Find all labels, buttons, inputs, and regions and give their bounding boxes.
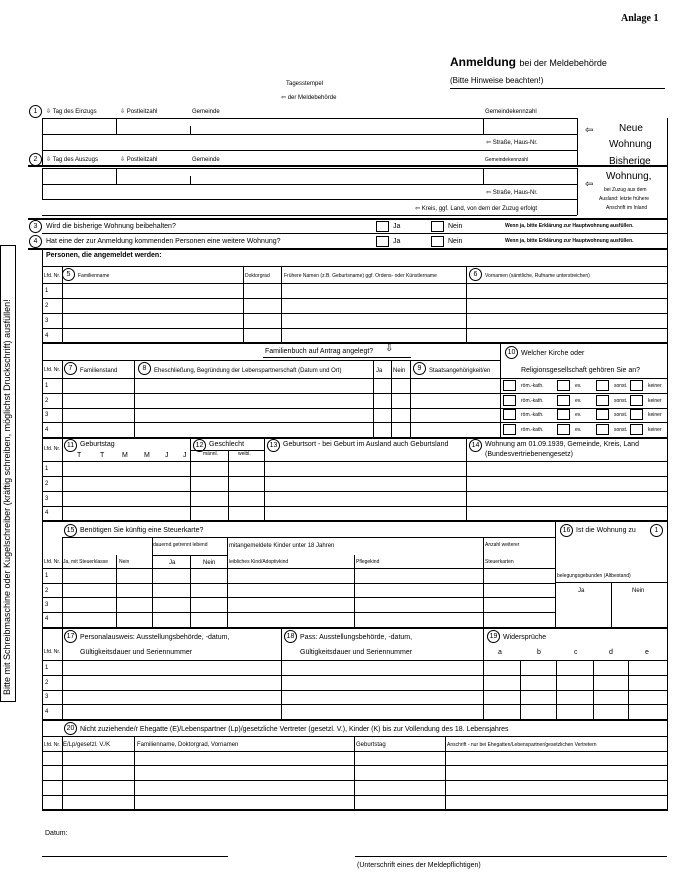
rule	[391, 360, 392, 437]
row-num: 2	[45, 588, 49, 594]
c20-number: 20	[64, 722, 77, 735]
c6-number: 6	[469, 268, 482, 281]
persons-lfd: Lfd. Nr.	[44, 273, 61, 279]
block15-lfd: Lfd. Nr.	[44, 559, 61, 565]
date-letter: T	[100, 452, 105, 459]
rule	[42, 422, 667, 423]
q3: Wird die bisherige Wohnung beibehalten?	[46, 223, 176, 230]
religion-sonst-checkbox[interactable]	[596, 424, 609, 435]
c5-number: 5	[62, 268, 75, 281]
c15-number: 15	[64, 524, 77, 537]
religion-rk-checkbox[interactable]	[503, 395, 516, 406]
letter-d: d	[609, 649, 613, 656]
rule	[264, 437, 265, 520]
q3-nein-checkbox[interactable]	[431, 221, 444, 232]
rule	[42, 150, 577, 151]
rule	[116, 118, 117, 134]
rule	[42, 118, 577, 119]
side-wohnung-2: Wohnung,	[606, 171, 652, 182]
rule	[667, 118, 668, 810]
row-num: 2	[45, 481, 49, 487]
religion-keiner-checkbox[interactable]	[630, 395, 643, 406]
rule	[42, 491, 667, 492]
section-3-number: 3	[29, 220, 42, 233]
religion-rk-label: röm.-kath.	[521, 398, 544, 404]
rule	[42, 437, 668, 439]
rule	[42, 215, 577, 216]
rule	[410, 360, 411, 437]
section-1-number: 1	[29, 105, 42, 118]
row-num: 2	[45, 680, 49, 686]
rule	[62, 736, 63, 810]
rule	[42, 408, 667, 409]
religion-keiner-label: keiner	[648, 427, 662, 433]
c19-number: 19	[487, 630, 500, 643]
c14-label-1: Wohnung am 01.09.1939, Gemeinde, Kreis, Land	[485, 441, 639, 448]
rule	[555, 582, 667, 583]
row-num: 2	[45, 303, 49, 309]
q4-nein: Nein	[448, 238, 463, 245]
block17-lfd: Lfd. Nr.	[44, 649, 61, 655]
doktorgrad: Doktorgrad	[245, 273, 270, 279]
c13-label: Geburtsort - bei Geburt im Ausland auch Geburtsland	[283, 441, 449, 448]
fb-ja: Ja	[376, 368, 383, 374]
c16-number: 16	[560, 524, 573, 537]
letter-c: c	[574, 649, 578, 656]
religion-keiner-checkbox[interactable]	[630, 409, 643, 420]
rule	[42, 248, 43, 810]
rule	[42, 328, 667, 329]
leiblich: leibliches Kind/Adoptivkind	[229, 559, 289, 565]
c12-label: Geschlecht	[209, 441, 245, 448]
religion-sonst-label: sonst.	[614, 412, 628, 418]
rule	[42, 765, 667, 766]
side-bisherige: Bisherige	[609, 156, 651, 167]
arrow-down-icon: ⇩	[46, 157, 52, 163]
rule	[190, 450, 264, 451]
q4-ja: Ja	[393, 238, 401, 245]
row-num: 1	[45, 573, 49, 579]
rule	[466, 437, 467, 520]
row-num: 4	[45, 510, 49, 516]
c16-ref: 1	[650, 524, 663, 537]
rule	[42, 283, 667, 284]
religion-ev-checkbox[interactable]	[557, 380, 570, 391]
row-num: 4	[45, 333, 49, 339]
rule	[116, 555, 117, 627]
pflegekind: Pflegekind	[356, 559, 380, 565]
beleg-ja: Ja	[578, 588, 585, 594]
row-num: 2	[45, 398, 49, 404]
religion-sonst-label: sonst.	[614, 398, 628, 404]
rule	[281, 627, 282, 719]
persons-title: Personen, die angemeldet werden:	[46, 252, 162, 259]
c5-label: Familienname	[78, 273, 110, 279]
b20-name: Familienname, Doktorgrad, Vornamen	[137, 742, 239, 748]
rule	[62, 266, 63, 342]
rule	[445, 736, 446, 810]
q4-note: Wenn ja, bitte Erklärung zur Hauptwohnung ausfüllen.	[505, 238, 634, 244]
arrow-left-icon: ⇦	[585, 125, 594, 136]
rule	[42, 568, 555, 569]
religion-rk-label: röm.-kath.	[521, 412, 544, 418]
c8-number: 8	[138, 362, 151, 375]
c17-label-1: Personalausweis: Ausstellungsbehörde, -datum,	[80, 634, 230, 641]
row-num: 1	[45, 466, 49, 472]
rule	[42, 313, 667, 314]
rule	[577, 168, 578, 215]
rule	[42, 704, 667, 705]
rule	[42, 751, 667, 752]
belegung: belegungsgebunden (Altbestand)	[557, 573, 631, 579]
side-l3: bei Zuzug aus dem	[604, 187, 647, 193]
religion-ev-checkbox[interactable]	[557, 395, 570, 406]
rule	[42, 690, 667, 691]
c18-label-2: Gültigkeitsdauer und Seriennummer	[300, 649, 413, 656]
rule	[263, 357, 411, 358]
date-letter: M	[122, 452, 128, 459]
rule	[42, 795, 667, 796]
anlage-label: Anlage 1	[621, 13, 659, 24]
rule	[354, 555, 355, 627]
side-l4: Ausland: letzte frühere	[599, 196, 650, 202]
fb-nein: Nein	[393, 368, 406, 374]
date-letter: J	[183, 452, 187, 459]
c9-number: 9	[413, 362, 426, 375]
rule	[281, 266, 282, 342]
dauernd: dauernd getrennt lebend	[153, 542, 208, 548]
arrow-left-icon: ⇦	[281, 95, 287, 101]
c10-number: 10	[505, 346, 518, 359]
c14-number: 14	[469, 439, 482, 452]
col-gemeinde-2: Gemeinde	[192, 157, 220, 163]
st-nein-2: Nein	[203, 560, 216, 566]
country-label: ⇦ Kreis, ggf. Land, von dem der Zuzug erfolgt	[415, 206, 538, 212]
q3-ja: Ja	[393, 223, 401, 230]
rule	[42, 342, 668, 344]
q3-note: Wenn ja, bitte Erklärung zur Hauptwohnung ausfüllen.	[505, 223, 634, 229]
rule	[42, 168, 577, 169]
row-num: 3	[45, 412, 49, 418]
c14-label-2: (Bundesvertriebenengesetz)	[485, 451, 573, 458]
rule	[42, 520, 668, 522]
rule	[555, 520, 556, 627]
date-letter: T	[77, 452, 82, 459]
fruehere-namen: Frühere Namen (z.B. Geburtsname) ggf. Ordens- oder Künstlername	[284, 273, 437, 279]
hint-text: (Bitte Hinweise beachten!)	[450, 76, 544, 85]
religion-ev-label: ev.	[575, 398, 582, 404]
religion-keiner-label: keiner	[648, 398, 662, 404]
rule	[42, 184, 577, 185]
rule	[42, 393, 667, 394]
arrow-left-icon: ⇦	[486, 190, 492, 196]
religion-keiner-label: keiner	[648, 383, 662, 389]
rule	[577, 118, 578, 165]
rule	[28, 165, 668, 167]
c9-label: Staatsangehörigkeit/en	[429, 368, 491, 374]
c10-label: Welcher Kirche oder	[521, 350, 585, 357]
rule	[42, 118, 43, 165]
row-num: 4	[45, 709, 49, 715]
rule	[62, 437, 63, 520]
rule	[483, 537, 484, 627]
st-ja: Ja	[169, 560, 176, 566]
side-neue: Neue	[619, 123, 643, 134]
rule	[42, 809, 668, 811]
rule	[42, 583, 555, 584]
date-letter: J	[165, 452, 169, 459]
q3-nein: Nein	[448, 223, 463, 230]
rule	[116, 168, 117, 184]
religion-ev-label: ev.	[575, 383, 582, 389]
rule	[42, 627, 668, 629]
religion-sonst-checkbox[interactable]	[596, 380, 609, 391]
religion-sonst-checkbox[interactable]	[596, 395, 609, 406]
rule	[483, 118, 484, 134]
religion-sonst-checkbox[interactable]	[596, 409, 609, 420]
rule	[42, 612, 555, 613]
arrow-down-icon: ⇩	[46, 109, 52, 115]
arrow-down-icon: ⇩	[120, 109, 126, 115]
row-num: 3	[45, 694, 49, 700]
signature-label: (Unterschrift eines der Meldepflichtigen)	[357, 862, 481, 869]
rule	[190, 555, 191, 627]
rule	[42, 298, 667, 299]
c16-label: Ist die Wohnung zu	[576, 527, 636, 534]
q4-ja-checkbox[interactable]	[376, 236, 389, 247]
c19-label: Widersprüche	[503, 634, 547, 641]
q4-nein-checkbox[interactable]	[431, 236, 444, 247]
kinder: mitangemeldete Kinder unter 18 Jahren	[229, 543, 335, 549]
arrow-down-icon: ⇩	[120, 157, 126, 163]
rule	[354, 736, 355, 810]
side-note: Bitte mit Schreibmaschine oder Kugelschreiber (kräftig schreiben, möglichst Druckschrift) ausfüllen!	[2, 299, 12, 695]
row-num: 3	[45, 496, 49, 502]
rule	[152, 555, 227, 556]
block20-lfd: Lfd. Nr.	[44, 742, 61, 748]
weibl: weibl.	[238, 451, 251, 457]
arrow-left-icon: ⇦	[486, 140, 492, 146]
datum-label: Datum:	[45, 830, 68, 837]
col-kennzahl-1: Gemeindekennzahl	[485, 109, 537, 115]
e-lp: E/Lp/gesetzl. V./K	[63, 742, 111, 748]
religion-sonst-label: sonst.	[614, 383, 628, 389]
rule	[42, 736, 667, 737]
arrow-down-icon: ⇩	[385, 343, 394, 354]
rule	[611, 582, 612, 627]
rule	[190, 126, 191, 134]
ja-mit: Ja, mit Steuerklasse	[63, 559, 109, 565]
section-2-number: 2	[29, 153, 42, 166]
c11-label: Geburtstag	[80, 441, 115, 448]
rule	[62, 360, 63, 437]
row-num: 1	[45, 288, 49, 294]
row-num: 4	[45, 616, 49, 622]
religion-label: Religionsgesellschaft gehören Sie an?	[521, 367, 641, 374]
religion-keiner-checkbox[interactable]	[630, 380, 643, 391]
arrow-left-icon: ⇦	[415, 206, 421, 212]
side-wohnung: Wohnung	[609, 139, 652, 150]
col-plz-2: ⇩ Postleitzahl	[120, 157, 158, 163]
q4: Hat eine der zur Anmeldung kommenden Personen eine weitere Wohnung?	[46, 238, 281, 245]
q3-ja-checkbox[interactable]	[376, 221, 389, 232]
section-4-number: 4	[29, 235, 42, 248]
religion-ev-label: ev.	[575, 427, 582, 433]
anzahl: Anzahl weiterer	[485, 542, 520, 548]
c11-number: 11	[64, 439, 77, 452]
religion-rk-checkbox[interactable]	[503, 380, 516, 391]
rule	[42, 461, 667, 462]
c8-label: Eheschließung, Begründung der Lebenspartnerschaft (Datum und Ort)	[154, 368, 342, 374]
rule	[152, 537, 153, 627]
row-num: 3	[45, 602, 49, 608]
c18-label-1: Pass: Ausstellungsbehörde, -datum,	[300, 634, 413, 641]
religion-rk-label: röm.-kath.	[521, 427, 544, 433]
rule	[42, 378, 667, 379]
letter-a: a	[498, 649, 502, 656]
rule	[42, 506, 667, 507]
rule	[28, 248, 668, 250]
rule	[62, 537, 63, 627]
religion-rk-checkbox[interactable]	[503, 424, 516, 435]
st-nein: Nein	[119, 559, 130, 565]
rule	[466, 266, 467, 342]
col-gemeinde-1: Gemeinde	[192, 109, 220, 115]
arrow-left-icon: ⇦	[585, 179, 594, 190]
stamp-label-1: Tagesstempel	[286, 81, 324, 87]
c6-label: Vornamen (sämtliche, Rufname unterstreichen)	[485, 273, 590, 279]
letter-b: b	[537, 649, 541, 656]
rule	[62, 537, 555, 538]
religion-keiner-label: keiner	[648, 412, 662, 418]
rule	[42, 780, 667, 781]
rule	[42, 134, 577, 135]
row-num: 1	[45, 383, 49, 389]
street-1: ⇦ Straße, Haus-Nr.	[486, 140, 538, 146]
religion-ev-checkbox[interactable]	[557, 409, 570, 420]
b20-anschrift: Anschrift - nur bei Ehegatten/Lebenspartner/gesetzlichen Vertretern	[447, 742, 597, 748]
religion-keiner-checkbox[interactable]	[630, 424, 643, 435]
steuerkarten: Steuerkarten	[485, 559, 514, 565]
rule	[483, 627, 484, 719]
rule	[42, 266, 667, 267]
rule	[243, 266, 244, 342]
rule	[42, 675, 667, 676]
religion-ev-checkbox[interactable]	[557, 424, 570, 435]
c17-label-2: Gültigkeitsdauer und Seriennummer	[80, 649, 193, 656]
religion-rk-checkbox[interactable]	[503, 409, 516, 420]
col-kennzahl-2: Gemeindekennzahl	[485, 157, 529, 163]
street-2: ⇦ Straße, Haus-Nr.	[486, 190, 538, 196]
c7-label: Familienstand	[80, 368, 118, 374]
block11-lfd: Lfd. Nr.	[44, 446, 61, 452]
hint-underline	[450, 88, 665, 89]
maennl: männl.	[203, 451, 219, 457]
col-tag-einzug: ⇩ Tag des Einzugs	[46, 109, 97, 115]
religion-ev-label: ev.	[575, 412, 582, 418]
rule	[373, 360, 374, 437]
b20-geb: Geburtstag	[356, 742, 386, 748]
form-title: Anmeldung bei der Meldebehörde	[450, 55, 607, 69]
row-num: 4	[45, 427, 49, 433]
c12-number: 12	[193, 439, 206, 452]
c15-label: Benötigen Sie künftig eine Steuerkarte?	[80, 527, 204, 534]
letter-e: e	[645, 649, 649, 656]
c7-number: 7	[64, 362, 77, 375]
religion-sonst-label: sonst.	[614, 427, 628, 433]
c13-number: 13	[267, 439, 280, 452]
col-tag-auszug: ⇩ Tag des Auszugs	[46, 157, 98, 163]
familienbuch: Familienbuch auf Antrag angelegt?	[265, 348, 374, 355]
rule	[42, 597, 555, 598]
block7-lfd: Lfd. Nr.	[44, 367, 61, 373]
rule	[42, 199, 577, 200]
c18-number: 18	[284, 630, 297, 643]
stamp-label-2: ⇦ der Meldebehörde	[281, 95, 337, 101]
rule	[483, 168, 484, 184]
rule	[190, 176, 191, 184]
beleg-nein: Nein	[632, 588, 645, 594]
religion-rk-label: röm.-kath.	[521, 383, 544, 389]
rule	[28, 218, 668, 220]
c20-label: Nicht zuziehende/r Ehegatte (E)/Lebenspartner (Lp)/gesetzliche Vertreter (gesetzl. V.), Kinder (K) bis zur Vollendung des 18. Lebensjahres	[80, 726, 509, 733]
rule	[42, 233, 667, 234]
row-num: 1	[45, 665, 49, 671]
rule	[42, 360, 500, 361]
date-letter: M	[144, 452, 150, 459]
rule	[227, 537, 228, 627]
col-plz-1: ⇩ Postleitzahl	[120, 109, 158, 115]
rule	[134, 360, 135, 437]
rule	[134, 736, 135, 810]
side-l5: Anschrift im Inland	[606, 205, 648, 211]
row-num: 3	[45, 318, 49, 324]
rule	[62, 627, 63, 719]
rule	[42, 660, 667, 661]
datum-line[interactable]	[42, 856, 228, 857]
c17-number: 17	[64, 630, 77, 643]
signature-line[interactable]	[355, 856, 667, 857]
rule	[42, 476, 667, 477]
rule	[42, 719, 668, 721]
